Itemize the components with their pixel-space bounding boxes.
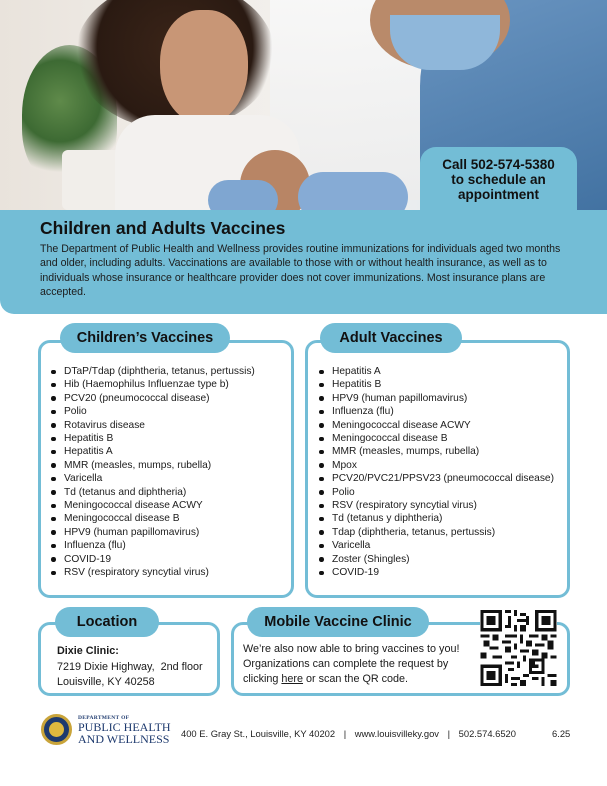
footer-separator: | [343, 728, 347, 739]
call-to-schedule-box [420, 147, 577, 235]
list-item: Meningococcal disease ACWY [48, 499, 255, 512]
list-item: HPV9 (human papillomavirus) [48, 526, 255, 539]
list-item: DTaP/Tdap (diphtheria, tetanus, pertussis) [48, 365, 255, 378]
list-item: Varicella [316, 539, 554, 552]
intro-description: The Department of Public Health and Wellness provides routine immunizations for individuals aged two months and older, including adults. Vaccinations are available to those with or without health insurance, as well as to individuals whose insurance or healthcare provider does not cover immunizations. Most insurance plans are accepted. [40, 243, 561, 299]
mobile-clinic-text: We’re also now able to bring vaccines to you! Organizations can complete the request by clicking [243, 643, 460, 685]
list-item: Hepatitis A [316, 365, 554, 378]
list-item: Hepatitis B [48, 432, 255, 445]
footer-website-link[interactable]: www.louisvilleky.gov [354, 728, 439, 739]
address-line-2: Louisville, KY 40258 [57, 676, 155, 688]
list-item: Meningococcal disease B [316, 432, 554, 445]
adult-vaccines-heading: Adult Vaccines [320, 323, 462, 353]
list-item: Influenza (flu) [48, 539, 255, 552]
list-item: Rotavirus disease [48, 419, 255, 432]
list-item: Meningococcal disease B [48, 512, 255, 525]
list-item: MMR (measles, mumps, rubella) [316, 445, 554, 458]
request-form-link[interactable]: here [281, 673, 304, 685]
call-line-2: to schedule an [451, 172, 546, 187]
photo-glove-left [208, 180, 278, 212]
mobile-clinic-heading: Mobile Vaccine Clinic [247, 607, 429, 637]
adult-vaccines-panel [305, 340, 570, 598]
qr-code-graphic [480, 610, 557, 686]
list-item: COVID-19 [316, 566, 554, 579]
list-item: Polio [48, 405, 255, 418]
location-heading: Location [55, 607, 159, 637]
list-item: PCV20 (pneumococcal disease) [48, 392, 255, 405]
childrens-vaccine-list [48, 365, 255, 580]
list-item: PCV20/PVC21/PPSV23 (pneumococcal disease) [316, 472, 554, 485]
fleur-de-lis-icon [49, 722, 64, 737]
louisville-seal-logo-icon [41, 714, 72, 745]
clinic-address [57, 660, 203, 690]
footer-address: 400 E. Gray St., Louisville, KY 40202 [181, 728, 336, 739]
footer-contact-info [181, 728, 516, 739]
dept-name-line-1: PUBLIC HEALTH [78, 720, 171, 734]
call-line-3: appointment [458, 187, 539, 202]
mobile-clinic-text-end: or scan the QR code. [303, 673, 409, 685]
list-item: Polio [316, 486, 554, 499]
list-item: Hepatitis A [48, 445, 255, 458]
photo-glove-right [298, 172, 408, 212]
footer-phone[interactable]: 502.574.6520 [458, 728, 516, 739]
childrens-vaccines-heading: Children’s Vaccines [60, 323, 230, 353]
call-phone-line[interactable]: Call 502-574-5380 [442, 157, 555, 172]
document-version: 6.25 [552, 728, 571, 739]
list-item: COVID-19 [48, 553, 255, 566]
childrens-vaccines-panel [38, 340, 294, 598]
list-item: HPV9 (human papillomavirus) [316, 392, 554, 405]
list-item: Zoster (Shingles) [316, 553, 554, 566]
list-item: Td (tetanus and diphtheria) [48, 486, 255, 499]
list-item: Hepatitis B [316, 378, 554, 391]
list-item: Hib (Haemophilus Influenzae type b) [48, 378, 255, 391]
adult-vaccine-list [316, 365, 554, 580]
list-item: Varicella [48, 472, 255, 485]
qr-code-icon[interactable] [480, 610, 557, 686]
list-item: Meningococcal disease ACWY [316, 419, 554, 432]
list-item: RSV (respiratory syncytial virus) [316, 499, 554, 512]
mobile-clinic-message [243, 642, 483, 687]
list-item: Tdap (diphtheria, tetanus, pertussis) [316, 526, 554, 539]
dept-label-small: DEPARTMENT OF [78, 715, 130, 721]
footer-separator: | [447, 728, 451, 739]
list-item: RSV (respiratory syncytial virus) [48, 566, 255, 579]
list-item: Mpox [316, 459, 554, 472]
list-item: MMR (measles, mumps, rubella) [48, 459, 255, 472]
photo-face-mask [390, 15, 500, 70]
list-item: Influenza (flu) [316, 405, 554, 418]
clinic-name: Dixie Clinic: [57, 645, 119, 657]
address-line-1: 7219 Dixie Highway, 2nd floor [57, 661, 203, 673]
dept-name-line-2: AND WELLNESS [78, 732, 170, 746]
photo-patient-face [160, 10, 248, 125]
list-item: Td (tetanus y diphtheria) [316, 512, 554, 525]
page-title: Children and Adults Vaccines [40, 218, 286, 238]
footer [0, 712, 607, 748]
